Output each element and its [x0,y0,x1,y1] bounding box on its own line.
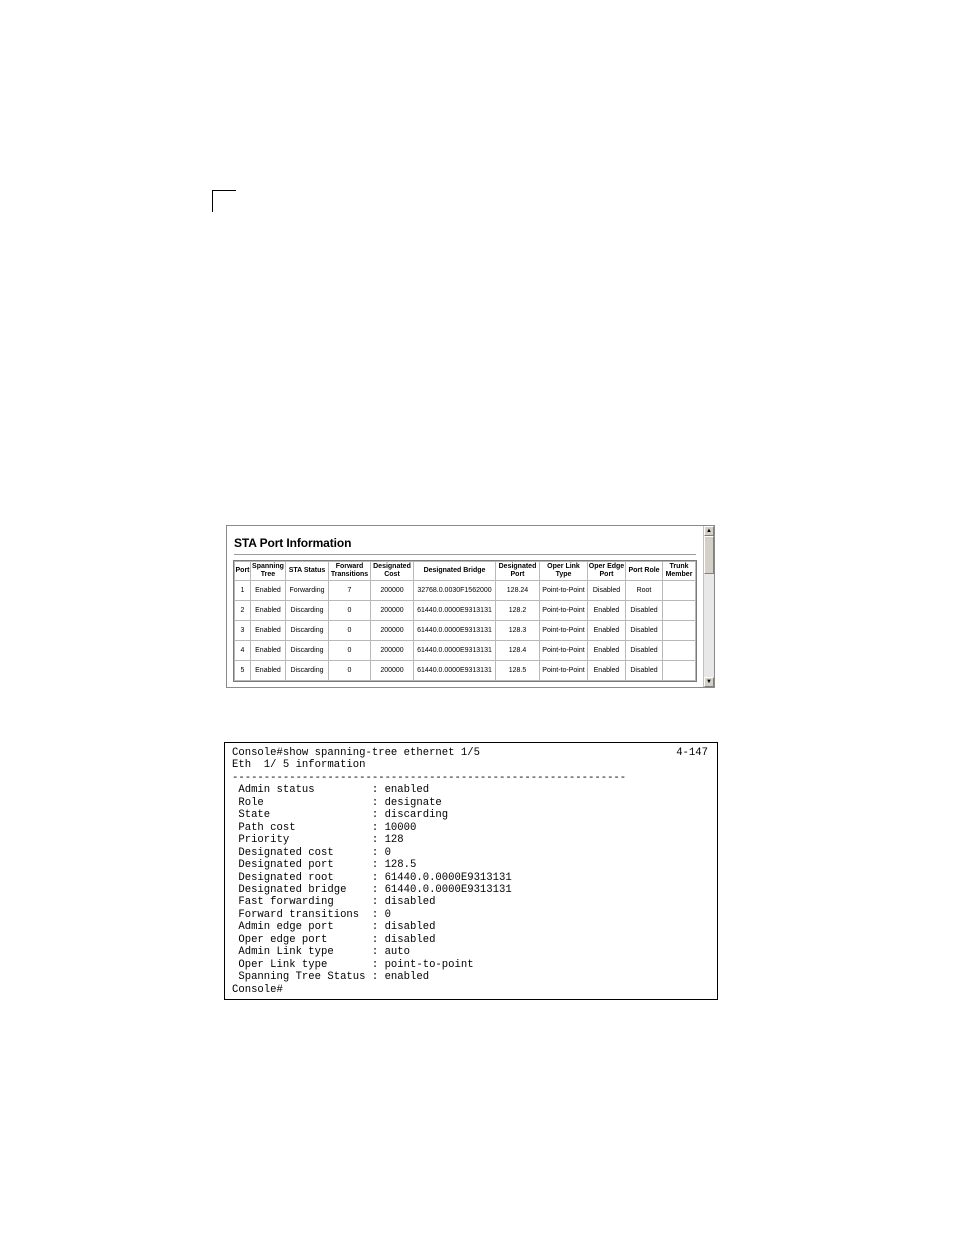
column-header-designated-cost: Designated Cost [371,562,413,580]
console-line: Admin edge port : disabled [232,921,436,934]
column-header-forward-transitions: Forward Transitions [330,563,369,578]
cell-designated-bridge: 61440.0.0000E9313131 [414,641,495,660]
cell-port: 3 [235,621,250,640]
console-header: Eth 1/ 5 information [232,759,366,772]
table-row [235,621,695,640]
sta-port-information-window [226,525,715,688]
cell-oper-edge-port: Disabled [588,581,625,600]
cell-sta-status: Discarding [286,661,328,680]
table-row [235,641,695,660]
console-line: Designated port : 128.5 [232,859,417,872]
cell-forward-transitions: 7 [329,581,370,600]
sta-port-information-content [227,526,703,687]
cell-designated-cost: 200000 [371,581,413,600]
column-header-trunk-member: Trunk Member [663,562,695,580]
cell-port: 1 [235,581,250,600]
console-line: Admin status : enabled [232,784,430,797]
table-row [235,581,695,600]
cell-port: 5 [235,661,250,680]
column-header-spanning-tree: Spanning Tree [252,563,284,578]
cell-designated-cost: 200000 [371,621,413,640]
cell-port-role: Root [626,581,662,600]
console-line: Designated bridge : 61440.0.0000E9313131 [232,883,512,896]
arrow-down-icon[interactable]: ▼ [704,677,714,687]
console-output-box [224,742,718,1000]
scrollbar-thumb[interactable] [704,536,714,574]
console-line: Oper edge port : disabled [232,933,436,946]
cell-oper-edge-port: Enabled [588,601,625,620]
cell-designated-cost: 200000 [371,641,413,660]
cell-port-role: Disabled [626,601,662,620]
cell-spanning-tree: Enabled [251,661,285,680]
cell-port: 4 [235,641,250,660]
column-header-port: Port [235,562,250,580]
cell-sta-status: Discarding [286,601,328,620]
cell-designated-port: 128.4 [496,641,539,660]
crop-mark [212,190,236,212]
column-header-port-role: Port Role [626,562,662,580]
cell-spanning-tree: Enabled [251,601,285,620]
cell-port-role: Disabled [626,661,662,680]
console-line: Role : designate [232,796,442,809]
cell-sta-status: Discarding [286,641,328,660]
cell-spanning-tree: Enabled [251,641,285,660]
cell-oper-edge-port: Enabled [588,661,625,680]
sta-port-table [233,560,697,682]
cell-oper-link-type: Point-to-Point [540,581,587,600]
page-number: 4-147 [676,747,708,759]
console-line: Designated root : 61440.0.0000E9313131 [232,871,512,884]
console-line: Forward transitions : 0 [232,908,391,921]
cell-trunk-member [663,601,695,620]
crop-mark-vertical [212,190,213,212]
cell-designated-port: 128.24 [496,581,539,600]
cell-trunk-member [663,581,695,600]
column-header-sta-status: STA Status [286,562,328,580]
cell-designated-bridge: 61440.0.0000E9313131 [414,621,495,640]
cell-port: 2 [235,601,250,620]
cell-forward-transitions: 0 [329,621,370,640]
column-header-oper-edge-port: Oper Edge Port [588,563,625,578]
cell-trunk-member [663,621,695,640]
console-line: Oper Link type : point-to-point [232,958,474,971]
console-separator: -------------------------------------------------------------- [232,771,627,784]
cell-port-role: Disabled [626,621,662,640]
cell-designated-bridge: 61440.0.0000E9313131 [414,661,495,680]
console-line: Fast forwarding : disabled [232,896,436,909]
cell-oper-link-type: Point-to-Point [540,601,587,620]
cell-designated-port: 128.3 [496,621,539,640]
page-title: STA Port Information [234,536,352,550]
cell-oper-edge-port: Enabled [588,621,625,640]
console-command: Console#show spanning-tree ethernet 1/5 [232,747,480,759]
console-line: State : discarding [232,809,449,822]
vertical-scrollbar[interactable] [703,526,714,687]
table-row [235,661,695,680]
column-header-designated-bridge: Designated Bridge [414,562,495,580]
cell-oper-link-type: Point-to-Point [540,661,587,680]
cell-designated-bridge: 61440.0.0000E9313131 [414,601,495,620]
console-line: Path cost : 10000 [232,821,417,834]
column-header-designated-port: Designated Port [496,562,539,580]
cell-forward-transitions: 0 [329,641,370,660]
cell-trunk-member [663,641,695,660]
cell-oper-link-type: Point-to-Point [540,621,587,640]
column-header-oper-link-type: Oper Link Type [540,562,587,580]
cell-spanning-tree: Enabled [251,581,285,600]
cell-trunk-member [663,661,695,680]
cell-designated-port: 128.2 [496,601,539,620]
cell-oper-link-type: Point-to-Point [540,641,587,660]
console-line: Priority : 128 [232,834,404,847]
cell-sta-status: Discarding [286,621,328,640]
cell-designated-cost: 200000 [371,601,413,620]
cell-designated-bridge: 32768.0.0030F1562000 [414,581,495,600]
console-text [232,747,626,996]
cell-sta-status: Forwarding [286,581,328,600]
console-line: Admin Link type : auto [232,946,411,959]
cell-port-role: Disabled [626,641,662,660]
table-header-row [235,562,695,580]
console-prompt: Console# [232,983,283,996]
cell-oper-edge-port: Enabled [588,641,625,660]
console-line: Spanning Tree Status : enabled [232,971,430,984]
cell-forward-transitions: 0 [329,601,370,620]
cell-designated-cost: 200000 [371,661,413,680]
title-divider [234,554,696,555]
arrow-up-icon[interactable]: ▲ [704,526,714,536]
crop-mark-horizontal [212,190,236,191]
cell-spanning-tree: Enabled [251,621,285,640]
table-row [235,601,695,620]
cell-forward-transitions: 0 [329,661,370,680]
console-line: Designated cost : 0 [232,846,391,859]
cell-designated-port: 128.5 [496,661,539,680]
